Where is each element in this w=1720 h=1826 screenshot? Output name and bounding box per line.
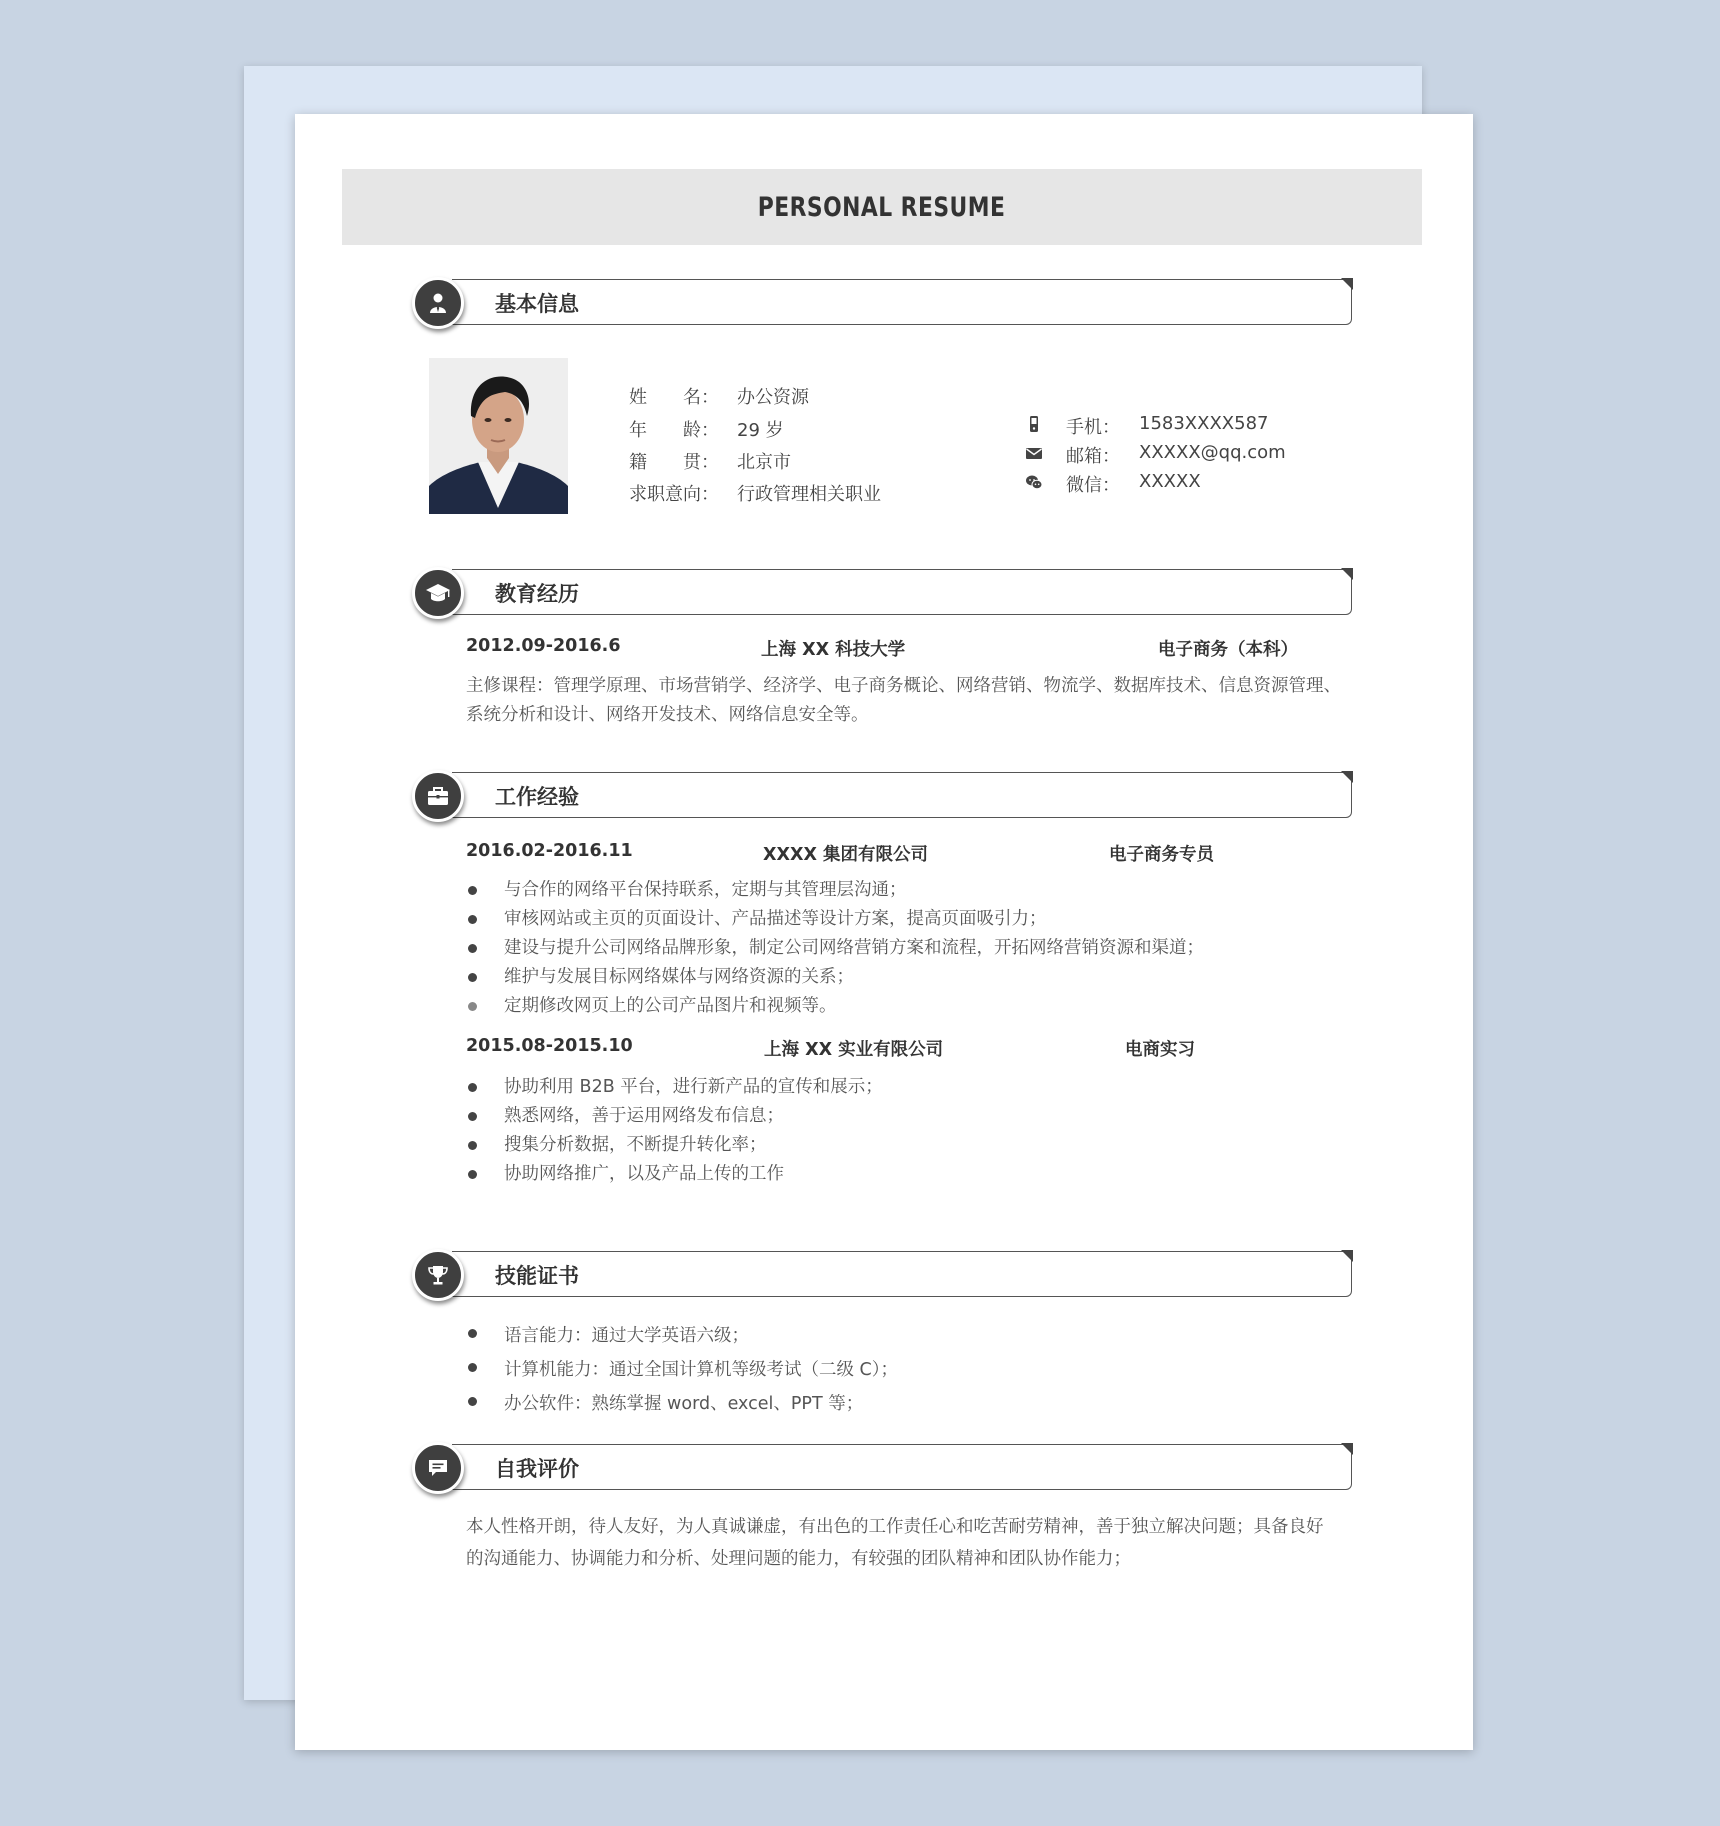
resume-page: PERSONAL RESUME 基本信息 姓 名： 办公资源 年 龄： 29 岁 籍 贯： 北京市 求职意向： 行政管理相关职业 手机： 1583XXXX587 邮箱： XXXXX@qq.com 微信： XXXXX 教育经历 2012.09-2016.6 上海 XX 科技大学 电子商务（本科） 主修课程：管理学原理、市场营销学、经济学、电子商务概论、网络营销、物流学、数据库技术、信息资源管理、系统分析和设计、网络开发技术、网络信息安全等。 工作经验 2016.02-2016.11 XXXX 集团有限公司 电子商务专员 与合作的网络平台保持联系，定期与其管理层沟通； 审核网站或主页的页面设计、产品描述等设计方案，提高页面吸引力； 建设与提升公司网络品牌形象，制定公司网络营销方案和流程，开拓网络营销资源和渠道； 维护与发展目标网络媒体与网络资源的关系； 定期修改网页上的公司产品图片和视频等。 2015.08-2015.10 上海 XX 实业有限公司 电商实习 协助利用 B2B 平台，进行新产品的宣传和展示； 熟悉网络，善于运用网络发布信息； 搜集分析数据，不断提升转化率； 协助网络推广，以及产品上传的工作 技能证书 语言能力：通过大学英语六级； 计算机能力：通过全国计算机等级考试（二级 C）； 办公软件：熟练掌握 word、excel、PPT 等； 自我评价 本人性格开朗，待人友好，为人真诚谦虚，有出色的工作责任心和吃苦耐劳精神，善于独立解决问题；具备良好的沟通能力、协调能力和分析、处理问题的能力，有较强的团队精神和团队协作能力；	[295, 114, 1473, 1750]
list-item: 建设与提升公司网络品牌形象，制定公司网络营销方案和流程，开拓网络营销资源和渠道；	[466, 934, 1204, 963]
list-item: 计算机能力：通过全国计算机等级考试（二级 C）；	[466, 1353, 898, 1387]
list-item: 搜集分析数据，不断提升转化率；	[466, 1131, 883, 1160]
education-entry	[466, 636, 1346, 660]
work-duties-1	[466, 876, 1204, 1021]
list-item: 协助网络推广，以及产品上传的工作	[466, 1160, 883, 1189]
title-bar	[342, 169, 1422, 245]
list-item: 语言能力：通过大学英语六级；	[466, 1319, 898, 1353]
education-major: 电子商务（本科）	[1158, 640, 1298, 660]
work-entry-2	[466, 1036, 1346, 1060]
list-item: 协助利用 B2B 平台，进行新产品的宣传和展示；	[466, 1073, 883, 1102]
phone-icon	[1025, 415, 1043, 433]
wechat-icon	[1025, 473, 1043, 491]
section-title-work: 工作经验	[495, 785, 579, 809]
work-company: 上海 XX 实业有限公司	[764, 1040, 944, 1060]
self-evaluation: 本人性格开朗，待人友好，为人真诚谦虚，有出色的工作责任心和吃苦耐劳精神，善于独立解决问题；具备良好的沟通能力、协调能力和分析、处理问题的能力，有较强的团队精神和团队协作能力；	[466, 1517, 1324, 1569]
list-item: 办公软件：熟练掌握 word、excel、PPT 等；	[466, 1387, 898, 1421]
education-period: 2012.09-2016.6	[466, 636, 621, 656]
section-header-skills	[412, 1250, 1360, 1302]
list-item: 审核网站或主页的页面设计、产品描述等设计方案，提高页面吸引力；	[466, 905, 1204, 934]
mail-icon	[1025, 444, 1043, 462]
list-item: 与合作的网络平台保持联系，定期与其管理层沟通；	[466, 876, 1204, 905]
list-item: 定期修改网页上的公司产品图片和视频等。	[466, 992, 1204, 1021]
work-duties-2	[466, 1073, 883, 1189]
graduation-cap-icon	[412, 567, 464, 619]
education-courses: 主修课程：管理学原理、市场营销学、经济学、电子商务概论、网络营销、物流学、数据库技术、信息资源管理、系统分析和设计、网络开发技术、网络信息安全等。	[466, 676, 1341, 725]
page-title: PERSONAL RESUME	[758, 191, 1006, 223]
list-item: 维护与发展目标网络媒体与网络资源的关系；	[466, 963, 1204, 992]
section-title-education: 教育经历	[495, 582, 579, 606]
section-title-basic: 基本信息	[495, 292, 579, 316]
briefcase-icon	[412, 770, 464, 822]
profile-photo	[429, 358, 568, 514]
section-header-basic	[412, 278, 1360, 330]
work-entry-1	[466, 841, 1346, 865]
work-position: 电商实习	[1125, 1040, 1195, 1060]
comment-icon	[412, 1442, 464, 1494]
section-header-education	[412, 568, 1360, 620]
work-company: XXXX 集团有限公司	[763, 845, 929, 865]
work-period: 2015.08-2015.10	[466, 1036, 633, 1056]
section-title-skills: 技能证书	[495, 1264, 579, 1288]
work-position: 电子商务专员	[1109, 845, 1214, 865]
user-icon	[412, 277, 464, 329]
list-item: 熟悉网络，善于运用网络发布信息；	[466, 1102, 883, 1131]
section-header-self	[412, 1443, 1360, 1495]
section-title-self: 自我评价	[495, 1457, 579, 1481]
work-period: 2016.02-2016.11	[466, 841, 633, 861]
trophy-icon	[412, 1249, 464, 1301]
section-header-work	[412, 771, 1360, 823]
education-school: 上海 XX 科技大学	[761, 640, 906, 660]
skills-list	[466, 1319, 898, 1421]
